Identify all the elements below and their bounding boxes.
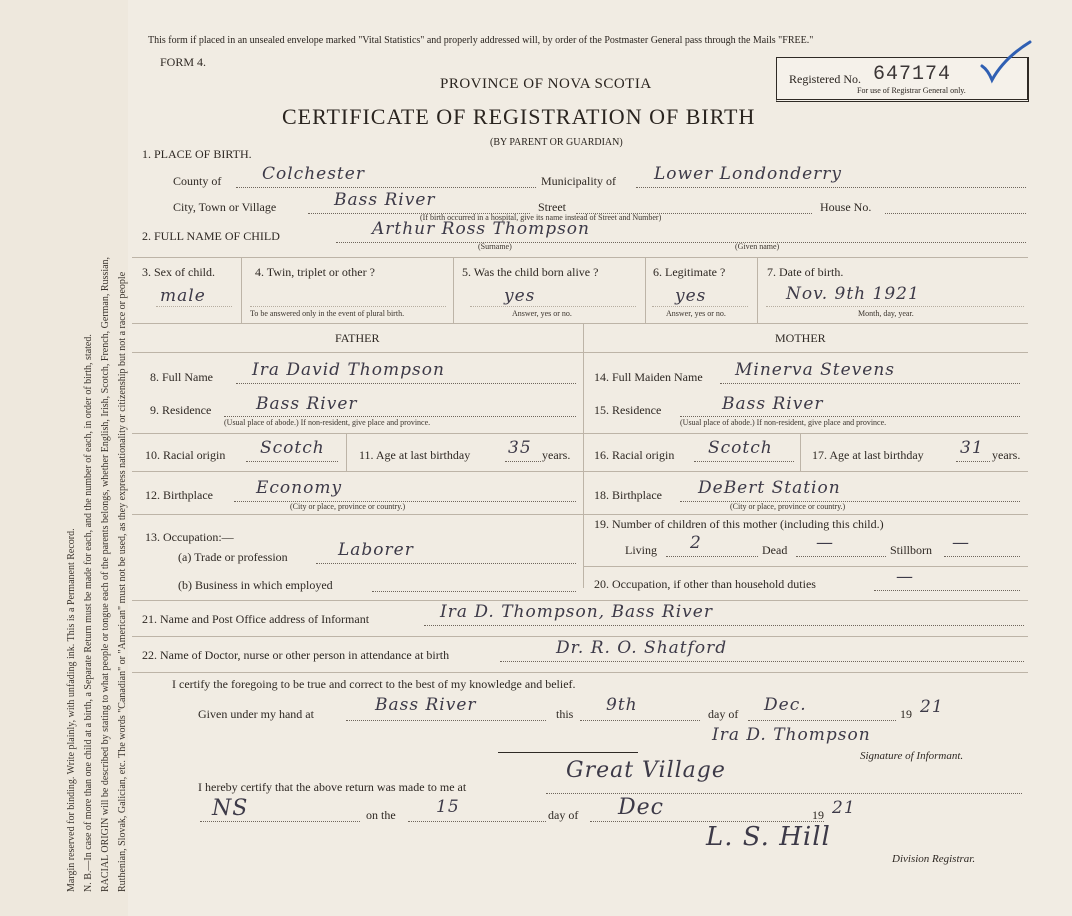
father-birthplace-label: 12. Birthplace (145, 488, 213, 502)
this-label: this (556, 707, 574, 721)
mother-racial-value: Scotch (708, 438, 773, 458)
return-day-of-label: day of (548, 808, 579, 822)
dob-note: Month, day, year. (858, 309, 914, 318)
given-place-value: Bass River (375, 695, 477, 715)
registrar-label: Division Registrar. (892, 853, 976, 865)
father-racial-value: Scotch (260, 438, 325, 458)
county-value: Colchester (262, 164, 365, 184)
mother-name-label: 14. Full Maiden Name (594, 370, 703, 384)
postal-notice: This form if placed in an unsealed envelope marked "Vital Statistics" and properly addressed will, by order of the Postmaster General pass through the Mails "FREE." (148, 35, 814, 46)
margin-note-1: Margin reserved for binding. Write plainly, with unfading ink. This is a Permanent Record. (66, 528, 77, 892)
child-name-value: Arthur Ross Thompson (372, 219, 590, 239)
house-no-label: House No. (820, 200, 872, 214)
checkmark-icon (978, 40, 1034, 84)
mother-age-value: 31 (960, 438, 984, 458)
city-value: Bass River (334, 190, 436, 210)
father-racial-label: 10. Racial origin (145, 448, 226, 462)
father-trade-label: (a) Trade or profession (178, 550, 288, 564)
mother-years: years. (992, 448, 1021, 462)
mother-heading: MOTHER (775, 331, 826, 345)
return-place-value: Great Village (566, 758, 726, 783)
county-label: County of (173, 174, 222, 188)
father-business-label: (b) Business in which employed (178, 578, 333, 592)
registration-label: Registered No. (789, 72, 861, 86)
stillborn-value: — (952, 533, 970, 553)
return-month-value: Dec (618, 795, 664, 820)
month-value: Dec. (764, 695, 807, 715)
child-name-label: 2. FULL NAME OF CHILD (142, 229, 280, 243)
signature-label: Signature of Informant. (860, 750, 964, 762)
stillborn-label: Stillborn (890, 543, 933, 557)
dob-label: 7. Date of birth. (767, 265, 844, 279)
mother-children-label: 19. Number of children of this mother (including this child.) (594, 517, 884, 531)
margin-note-4: Ruthenian, Slovak, Galician, etc. The words "Canadian" or "American" must not be used, as they express nationality or citizenship but not a race or people (117, 271, 128, 892)
legitimate-note: Answer, yes or no. (666, 309, 726, 318)
margin-note-3: RACIAL ORIGIN will be described by stating to what people or tongue each of the parents belongs, whether English, Irish, Scotch, French, German, Russian, (100, 256, 111, 892)
sex-label: 3. Sex of child. (142, 265, 215, 279)
father-name-label: 8. Full Name (150, 370, 213, 384)
alive-value: yes (504, 286, 536, 306)
father-residence-value: Bass River (256, 394, 358, 414)
father-occupation-label: 13. Occupation:— (145, 530, 234, 544)
municipality-label: Municipality of (541, 174, 616, 188)
dead-label: Dead (762, 543, 788, 557)
return-day-value: 15 (436, 797, 460, 817)
mother-residence-label: 15. Residence (594, 403, 662, 417)
legitimate-value: yes (675, 286, 707, 306)
doctor-label: 22. Name of Doctor, nurse or other person in attendance at birth (142, 648, 450, 662)
living-value: 2 (690, 533, 702, 553)
certify-statement: I certify the foregoing to be true and correct to the best of my knowledge and belief. (172, 677, 576, 691)
day-of-label: day of (708, 707, 739, 721)
street-label: Street (538, 200, 566, 214)
margin-note-2: N. B.—In case of more than one child at a birth, a Separate Return must be made for each, and the number of each, in order of birth, stated. (83, 334, 94, 892)
on-the-label: on the (366, 808, 396, 822)
municipality-value: Lower Londonderry (654, 164, 843, 184)
return-label: I hereby certify that the above return was made to me at (198, 780, 467, 794)
registration-number: 647174 (873, 63, 952, 86)
father-years: years. (542, 448, 571, 462)
registration-note: For use of Registrar General only. (857, 86, 966, 95)
hospital-note: (If birth occurred in a hospital, give its name instead of Street and Number) (420, 213, 662, 222)
mother-residence-note: (Usual place of abode.) If non-resident, give place and province. (680, 418, 887, 427)
father-heading: FATHER (335, 331, 380, 345)
return-year-value: 21 (832, 798, 856, 818)
father-age-value: 35 (508, 438, 532, 458)
mother-occupation-value: — (896, 567, 914, 587)
mother-age-label: 17. Age at last birthday (812, 448, 924, 462)
father-birthplace-note: (City or place, province or country.) (290, 502, 406, 511)
mother-birthplace-label: 18. Birthplace (594, 488, 662, 502)
informant-label: 21. Name and Post Office address of Informant (142, 612, 370, 626)
father-age-label: 11. Age at last birthday (359, 448, 471, 462)
given-label: Given under my hand at (198, 707, 314, 721)
day-value: 9th (606, 695, 638, 715)
mother-birthplace-note: (City or place, province or country.) (730, 502, 846, 511)
father-birthplace-value: Economy (256, 478, 343, 498)
year-prefix: 19 (900, 707, 912, 721)
certificate-title: CERTIFICATE OF REGISTRATION OF BIRTH (282, 104, 756, 129)
doctor-value: Dr. R. O. Shatford (556, 638, 728, 658)
form-number: FORM 4. (160, 55, 207, 69)
province-abbr-value: NS (212, 796, 249, 821)
mother-occupation-label: 20. Occupation, if other than household duties (594, 577, 816, 591)
surname-note: (Surname) (478, 242, 512, 251)
year-value: 21 (920, 697, 944, 717)
place-of-birth-heading: 1. PLACE OF BIRTH. (142, 147, 252, 161)
mother-racial-label: 16. Racial origin (594, 448, 675, 462)
dead-value: — (816, 533, 834, 553)
alive-note: Answer, yes or no. (512, 309, 572, 318)
registrar-signature: L. S. Hill (706, 822, 831, 852)
informant-signature: Ira D. Thompson (712, 725, 871, 745)
mother-birthplace-value: DeBert Station (698, 478, 841, 498)
mother-name-value: Minerva Stevens (735, 360, 895, 380)
living-label: Living (625, 543, 657, 557)
certificate-subtitle: (BY PARENT OR GUARDIAN) (490, 137, 623, 148)
sex-value: male (160, 286, 206, 306)
father-trade-value: Laborer (338, 540, 414, 560)
informant-value: Ira D. Thompson, Bass River (440, 602, 713, 622)
mother-residence-value: Bass River (722, 394, 824, 414)
legitimate-label: 6. Legitimate ? (653, 265, 726, 279)
twin-note: To be answered only in the event of plural birth. (250, 309, 405, 318)
return-year-prefix: 19 (812, 808, 824, 822)
father-residence-note: (Usual place of abode.) If non-resident, give place and province. (224, 418, 431, 427)
province-heading: PROVINCE OF NOVA SCOTIA (440, 76, 652, 92)
twin-label: 4. Twin, triplet or other ? (255, 265, 375, 279)
father-name-value: Ira David Thompson (252, 360, 445, 380)
given-name-note: (Given name) (735, 242, 780, 251)
father-residence-label: 9. Residence (150, 403, 212, 417)
city-label: City, Town or Village (173, 200, 277, 214)
dob-value: Nov. 9th 1921 (786, 284, 920, 304)
alive-label: 5. Was the child born alive ? (462, 265, 599, 279)
